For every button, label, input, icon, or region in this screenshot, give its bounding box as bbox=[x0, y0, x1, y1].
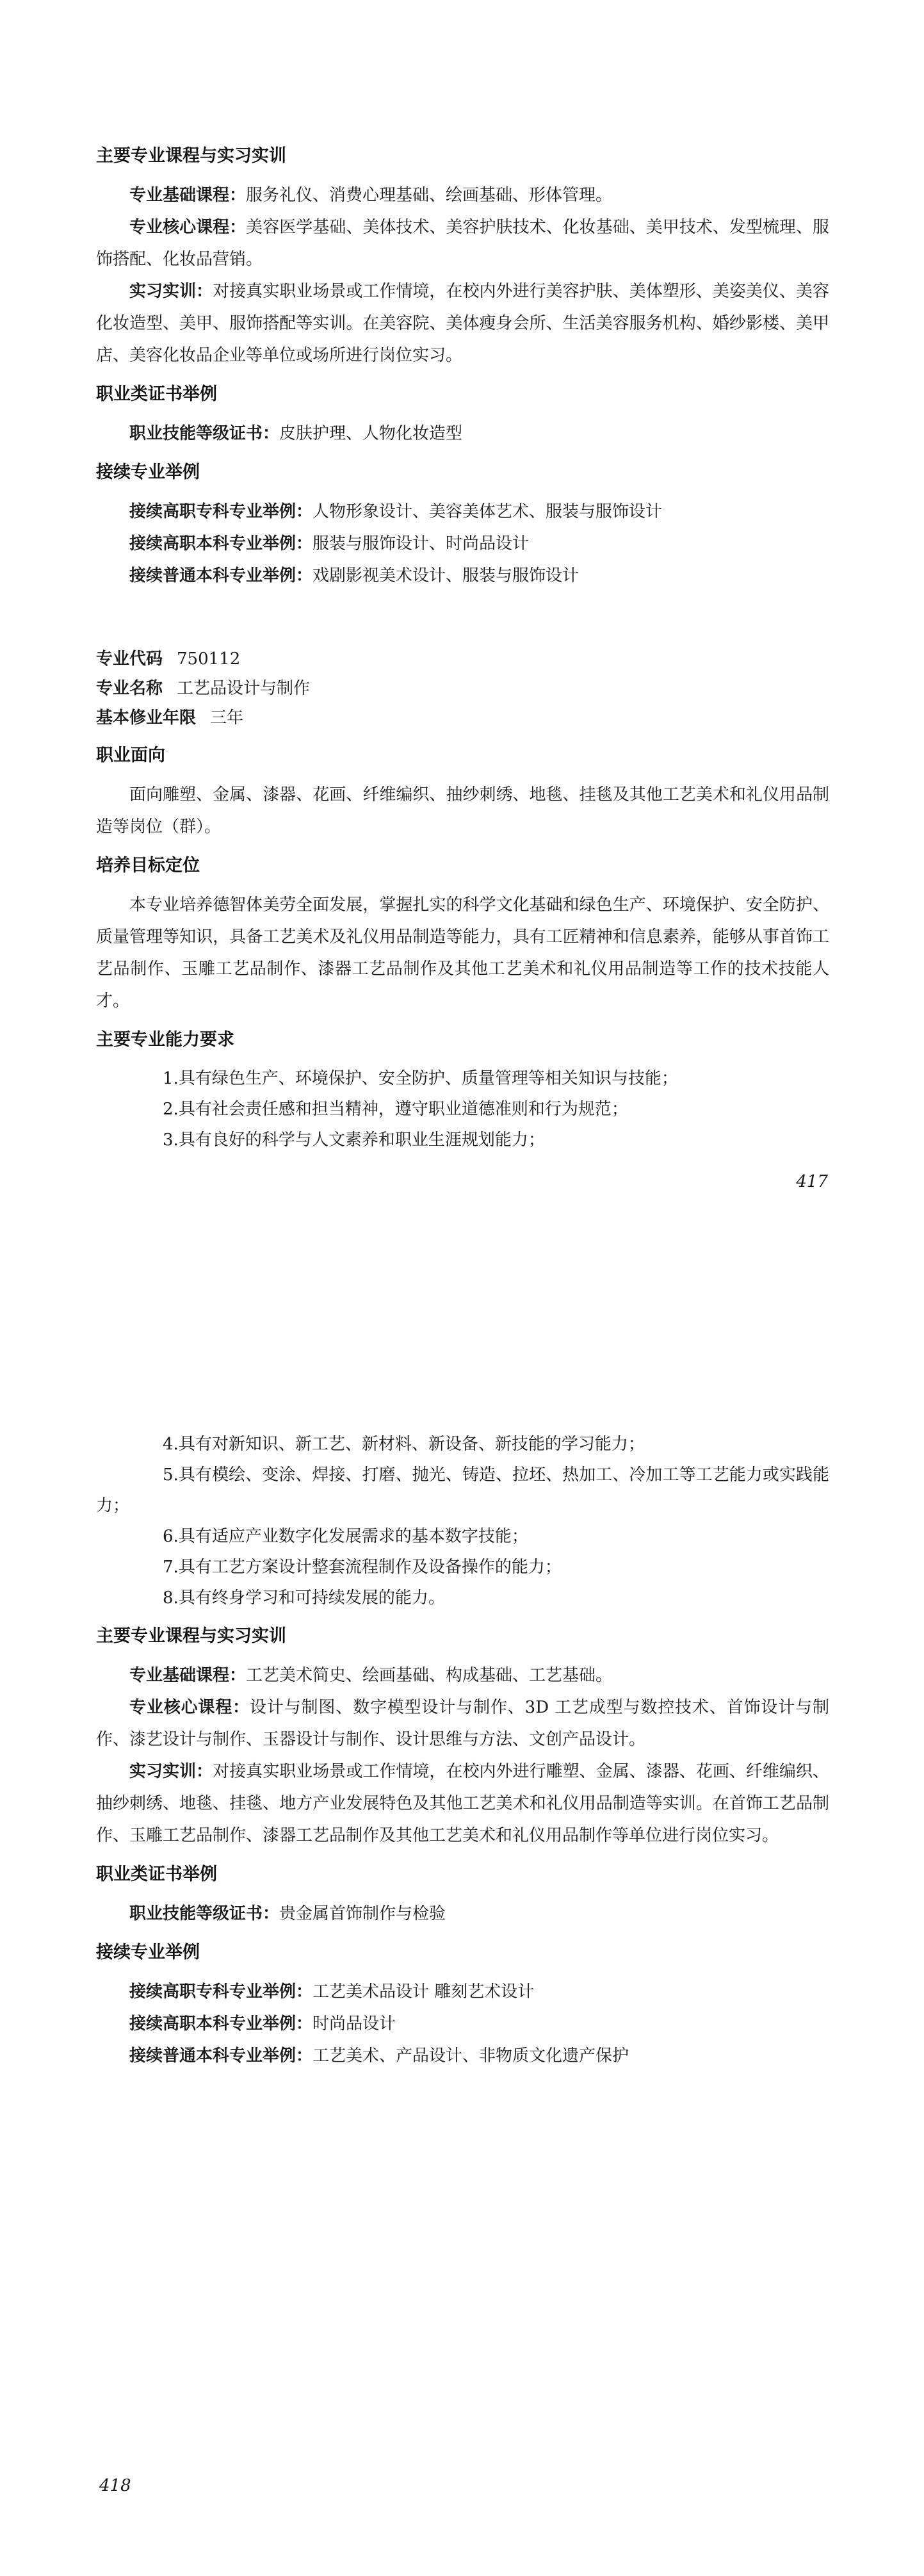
core-courses-label: 专业核心课程： bbox=[129, 1698, 250, 1717]
page-418-content bbox=[96, 1429, 829, 2072]
basic-courses-text: 工艺美术简史、绘画基础、构成基础、工艺基础。 bbox=[246, 1666, 613, 1685]
ability-text: 具有社会责任感和担当精神，遵守职业道德准则和行为规范； bbox=[178, 1100, 628, 1119]
practice-training bbox=[96, 275, 829, 371]
page-number: 417 bbox=[796, 1172, 828, 1191]
ability-text: 具有模绘、变涂、焊接、打磨、抛光、铸造、拉坯、热加工、冷加工等工艺能力或实践能力； bbox=[96, 1465, 829, 1515]
continue-heading: 接续专业举例 bbox=[96, 1943, 200, 1962]
cert-line bbox=[96, 418, 829, 450]
orientation-text: 面向雕塑、金属、漆器、花画、纤维编织、抽纱刺绣、地毯、挂毯及其他工艺美术和礼仪用品制造等岗位（群）。 bbox=[96, 785, 829, 836]
goal-text: 本专业培养德智体美劳全面发展，掌握扎实的科学文化基础和绿色生产、环境保护、安全防护、质量管理等知识，具备工艺美术及礼仪用品制造等能力，具有工匠精神和信息素养，能够从事首饰工艺品制作、玉雕工艺品制作、漆器工艺品制作及其他工艺美术和礼仪用品制造等工作的技术技能人才。 bbox=[96, 895, 829, 1011]
ability-heading: 主要专业能力要求 bbox=[96, 1030, 234, 1050]
continue-bachelor-general-text: 工艺美术、产品设计、非物质文化遗产保护 bbox=[312, 2046, 629, 2066]
basic-courses-label: 专业基础课程： bbox=[129, 1666, 247, 1685]
basic-courses-text: 服务礼仪、消费心理基础、绘画基础、形体管理。 bbox=[246, 186, 613, 205]
basic-courses-label: 专业基础课程： bbox=[129, 186, 247, 205]
continue-bachelor-vocational bbox=[96, 2008, 829, 2040]
ability-num: 6. bbox=[163, 1527, 179, 1546]
cert-line bbox=[96, 1898, 829, 1930]
continue-higher-label: 接续高职专科专业举例： bbox=[129, 502, 313, 521]
continue-higher-text: 工艺美术品设计 雕刻艺术设计 bbox=[312, 1982, 535, 2001]
major-name-label: 专业名称 bbox=[96, 679, 163, 698]
major-years bbox=[96, 703, 829, 733]
courses-heading: 主要专业课程与实习实训 bbox=[96, 1626, 286, 1646]
ability-text: 具有绿色生产、环境保护、安全防护、质量管理等相关知识与技能； bbox=[178, 1069, 678, 1088]
continue-bachelor-vocational-label: 接续高职本科专业举例： bbox=[129, 534, 313, 553]
cert-heading: 职业类证书举例 bbox=[96, 384, 217, 404]
continue-bachelor-vocational-text: 时尚品设计 bbox=[312, 2014, 396, 2034]
ability-num: 5. bbox=[163, 1465, 179, 1485]
core-courses-text: 设计与制图、数字模型设计与制作、3D 工艺成型与数控技术、首饰设计与制作、漆艺设计与制作、玉器设计与制作、设计思维与方法、文创产品设计。 bbox=[96, 1698, 829, 1749]
courses-heading: 主要专业课程与实习实训 bbox=[96, 146, 286, 166]
ability-item bbox=[96, 1521, 829, 1552]
continue-higher-text: 人物形象设计、美容美体艺术、服装与服饰设计 bbox=[312, 502, 663, 521]
practice-text: 对接真实职业场景或工作情境，在校内外进行雕塑、金属、漆器、花画、纤维编织、抽纱刺绣、地毯、挂毯、地方产业发展特色及其他工艺美术和礼仪用品制造等实训。在首饰工艺品制作、玉雕工艺品制作、漆器工艺品制作及其他工艺美术和礼仪用品制作等单位进行岗位实习。 bbox=[96, 1762, 829, 1845]
core-courses bbox=[96, 211, 829, 275]
core-courses-label: 专业核心课程： bbox=[129, 218, 247, 237]
ability-num: 8. bbox=[163, 1588, 179, 1608]
ability-item bbox=[96, 1125, 829, 1155]
continue-higher bbox=[96, 496, 829, 528]
continue-bachelor-general-label: 接续普通本科专业举例： bbox=[129, 566, 313, 585]
ability-num: 7. bbox=[163, 1558, 179, 1577]
continue-bachelor-general bbox=[96, 560, 829, 592]
major-years-value: 三年 bbox=[210, 708, 244, 728]
major-name bbox=[96, 674, 829, 703]
ability-item bbox=[96, 1063, 829, 1094]
continue-higher-label: 接续高职专科专业举例： bbox=[129, 1982, 313, 2001]
ability-num: 1. bbox=[163, 1069, 179, 1088]
ability-text: 具有良好的科学与人文素养和职业生涯规划能力； bbox=[178, 1130, 545, 1150]
ability-num: 3. bbox=[163, 1130, 179, 1150]
basic-courses bbox=[96, 1659, 829, 1692]
continue-heading: 接续专业举例 bbox=[96, 462, 200, 482]
goal-heading: 培养目标定位 bbox=[96, 856, 200, 876]
ability-text: 具有对新知识、新工艺、新材料、新设备、新技能的学习能力； bbox=[178, 1435, 645, 1454]
page-number: 418 bbox=[99, 2476, 131, 2495]
continue-bachelor-general-text: 戏剧影视美术设计、服装与服饰设计 bbox=[312, 566, 580, 585]
ability-item bbox=[96, 1552, 829, 1583]
continue-bachelor-general-label: 接续普通本科专业举例： bbox=[129, 2046, 313, 2066]
practice-training bbox=[96, 1756, 829, 1852]
practice-label: 实习实训： bbox=[129, 282, 213, 301]
practice-label: 实习实训： bbox=[129, 1762, 213, 1781]
page-417-content bbox=[96, 140, 829, 1155]
orientation-heading: 职业面向 bbox=[96, 746, 165, 765]
cert-text: 皮肤护理、人物化妆造型 bbox=[279, 424, 463, 443]
ability-text: 具有适应产业数字化发展需求的基本数字技能； bbox=[178, 1527, 528, 1546]
continue-higher bbox=[96, 1976, 829, 2008]
cert-heading: 职业类证书举例 bbox=[96, 1864, 217, 1884]
ability-num: 4. bbox=[163, 1435, 179, 1454]
core-courses bbox=[96, 1692, 829, 1756]
ability-text: 具有工艺方案设计整套流程制作及设备操作的能力； bbox=[178, 1558, 562, 1577]
page-418 bbox=[0, 1288, 924, 2576]
cert-text: 贵金属首饰制作与检验 bbox=[279, 1904, 446, 1923]
continue-bachelor-general bbox=[96, 2040, 829, 2072]
major-code-value: 750112 bbox=[177, 649, 241, 669]
major-code bbox=[96, 644, 829, 674]
major-code-label: 专业代码 bbox=[96, 649, 163, 669]
core-courses-text: 美容医学基础、美体技术、美容护肤技术、化妆基础、美甲技术、发型梳理、服饰搭配、化妆品营销。 bbox=[96, 218, 829, 269]
ability-text: 具有终身学习和可持续发展的能力。 bbox=[178, 1588, 445, 1608]
ability-item bbox=[96, 1429, 829, 1460]
continue-bachelor-vocational bbox=[96, 528, 829, 560]
continue-bachelor-vocational-label: 接续高职本科专业举例： bbox=[129, 2014, 313, 2034]
major-years-label: 基本修业年限 bbox=[96, 708, 197, 728]
cert-label: 职业技能等级证书： bbox=[129, 1904, 280, 1923]
major-name-value: 工艺品设计与制作 bbox=[177, 679, 311, 698]
continue-bachelor-vocational-text: 服装与服饰设计、时尚品设计 bbox=[312, 534, 530, 553]
ability-num: 2. bbox=[163, 1100, 179, 1119]
cert-label: 职业技能等级证书： bbox=[129, 424, 280, 443]
ability-item bbox=[96, 1094, 829, 1125]
practice-text: 对接真实职业场景或工作情境，在校内外进行美容护肤、美体塑形、美姿美仪、美容化妆造型、美甲、服饰搭配等实训。在美容院、美体瘦身会所、生活美容服务机构、婚纱影楼、美甲店、美容化妆品企业等单位或场所进行岗位实习。 bbox=[96, 282, 829, 365]
ability-item bbox=[96, 1460, 829, 1521]
basic-courses bbox=[96, 179, 829, 211]
ability-item bbox=[96, 1583, 829, 1613]
